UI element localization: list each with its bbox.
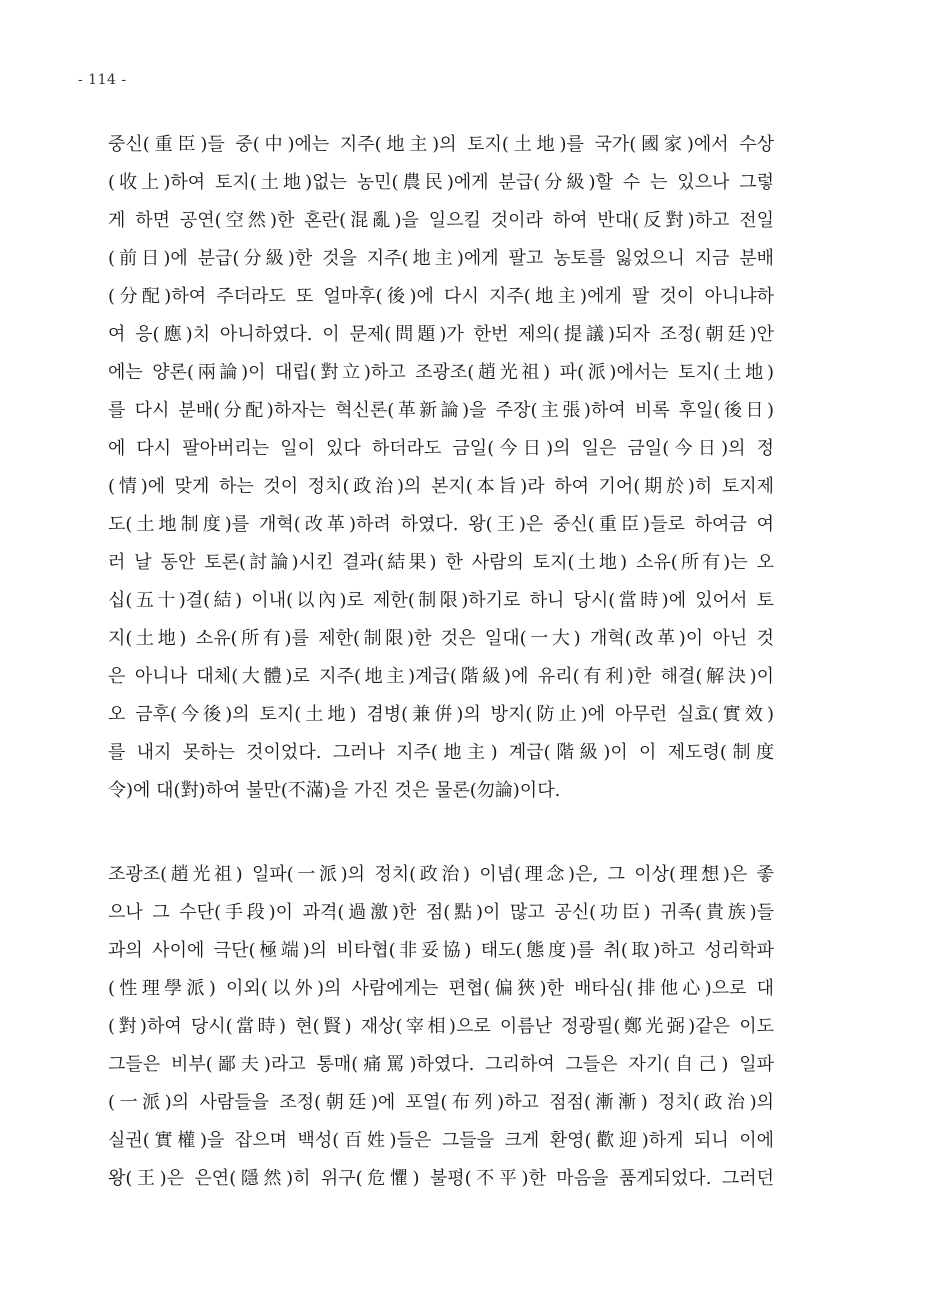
text-line: (分配)하여 주더라도 또 얼마후(後)에 다시 지주(地主)에게 팔 것이 아니냐하	[108, 286, 774, 307]
text-line: (一派)의 사람들을 조정(朝廷)에 포열(布列)하고 점점(漸漸) 정치(政治)의	[108, 1092, 774, 1113]
text-line: (情)에 맞게 하는 것이 정치(政治)의 본지(本旨)라 하여 기어(期於)히 토지제	[108, 476, 774, 497]
text-line: (對)하여 당시(當時) 현(賢) 재상(宰相)으로 이름난 정광필(鄭光弼)같은 이도	[108, 1016, 774, 1037]
text-line: 조광조(趙光祖) 일파(一派)의 정치(政治) 이념(理念)은, 그 이상(理想)은 좋	[108, 864, 774, 885]
text-line: 과의 사이에 극단(極端)의 비타협(非妥協) 태도(態度)를 취(取)하고 성리학파	[108, 940, 774, 961]
text-line: 실권(實權)을 잡으며 백성(百姓)들은 그들을 크게 환영(歡迎)하게 되니 이에	[108, 1130, 774, 1151]
text-line: 게 하면 공연(空然)한 혼란(混亂)을 일으킬 것이라 하여 반대(反對)하고 전일	[108, 210, 774, 231]
text-line: 그들은 비부(鄙夫)라고 통매(痛罵)하였다. 그리하여 그들은 자기(自己) 일파	[108, 1054, 774, 1075]
paragraph-land-reform	[108, 126, 774, 810]
page-number: - 114 -	[78, 72, 127, 88]
text-line: 를 다시 분배(分配)하자는 혁신론(革新論)을 주장(主張)하여 비록 후일(後日)	[108, 400, 774, 421]
paragraph-jo-gwang-jo-faction	[108, 856, 774, 1198]
text-line: 십(五十)결(結) 이내(以內)로 제한(制限)하기로 하니 당시(當時)에 있어서 토	[108, 590, 774, 611]
text-line: 오 금후(今後)의 토지(土地) 겸병(兼倂)의 방지(防止)에 아무런 실효(實效)	[108, 704, 774, 725]
text-line: 를 내지 못하는 것이었다. 그러나 지주(地主) 계급(階級)이 이 제도령(制度	[108, 742, 774, 763]
text-line: (收上)하여 토지(土地)없는 농민(農民)에게 분급(分級)할 수 는 있으나 그렇	[108, 172, 774, 193]
text-line: 令)에 대(對)하여 불만(不滿)을 가진 것은 물론(勿論)이다.	[108, 780, 561, 801]
text-line: (前日)에 분급(分級)한 것을 지주(地主)에게 팔고 농토를 잃었으니 지금 분배	[108, 248, 774, 269]
text-line: 으나 그 수단(手段)이 과격(過激)한 점(點)이 많고 공신(功臣) 귀족(貴族)들	[108, 902, 774, 923]
text-line: 중신(重臣)들 중(中)에는 지주(地主)의 토지(土地)를 국가(國家)에서 수상	[108, 134, 774, 155]
text-line: 에는 양론(兩論)이 대립(對立)하고 조광조(趙光祖) 파(派)에서는 토지(土地)	[108, 362, 774, 383]
text-line: (性理學派) 이외(以外)의 사람에게는 편협(偏狹)한 배타심(排他心)으로 대	[108, 978, 774, 999]
text-line: 은 아니나 대체(大體)로 지주(地主)계급(階級)에 유리(有利)한 해결(解決)이	[108, 666, 774, 687]
text-line: 에 다시 팔아버리는 일이 있다 하더라도 금일(今日)의 일은 금일(今日)의 정	[108, 438, 774, 459]
text-line: 여 응(應)치 아니하였다. 이 문제(問題)가 한번 제의(提議)되자 조정(朝廷)안	[108, 324, 774, 345]
text-line: 지(土地) 소유(所有)를 제한(制限)한 것은 일대(一大) 개혁(改革)이 아닌 것	[108, 628, 774, 649]
text-line: 러 날 동안 토론(討論)시킨 결과(結果) 한 사람의 토지(土地) 소유(所有)는 오	[108, 552, 774, 573]
text-line: 도(土地制度)를 개혁(改革)하려 하였다. 왕(王)은 중신(重臣)들로 하여금 여	[108, 514, 774, 535]
text-line: 왕(王)은 은연(隱然)히 위구(危懼) 불평(不平)한 마음을 품게되었다. 그러던	[108, 1168, 774, 1189]
